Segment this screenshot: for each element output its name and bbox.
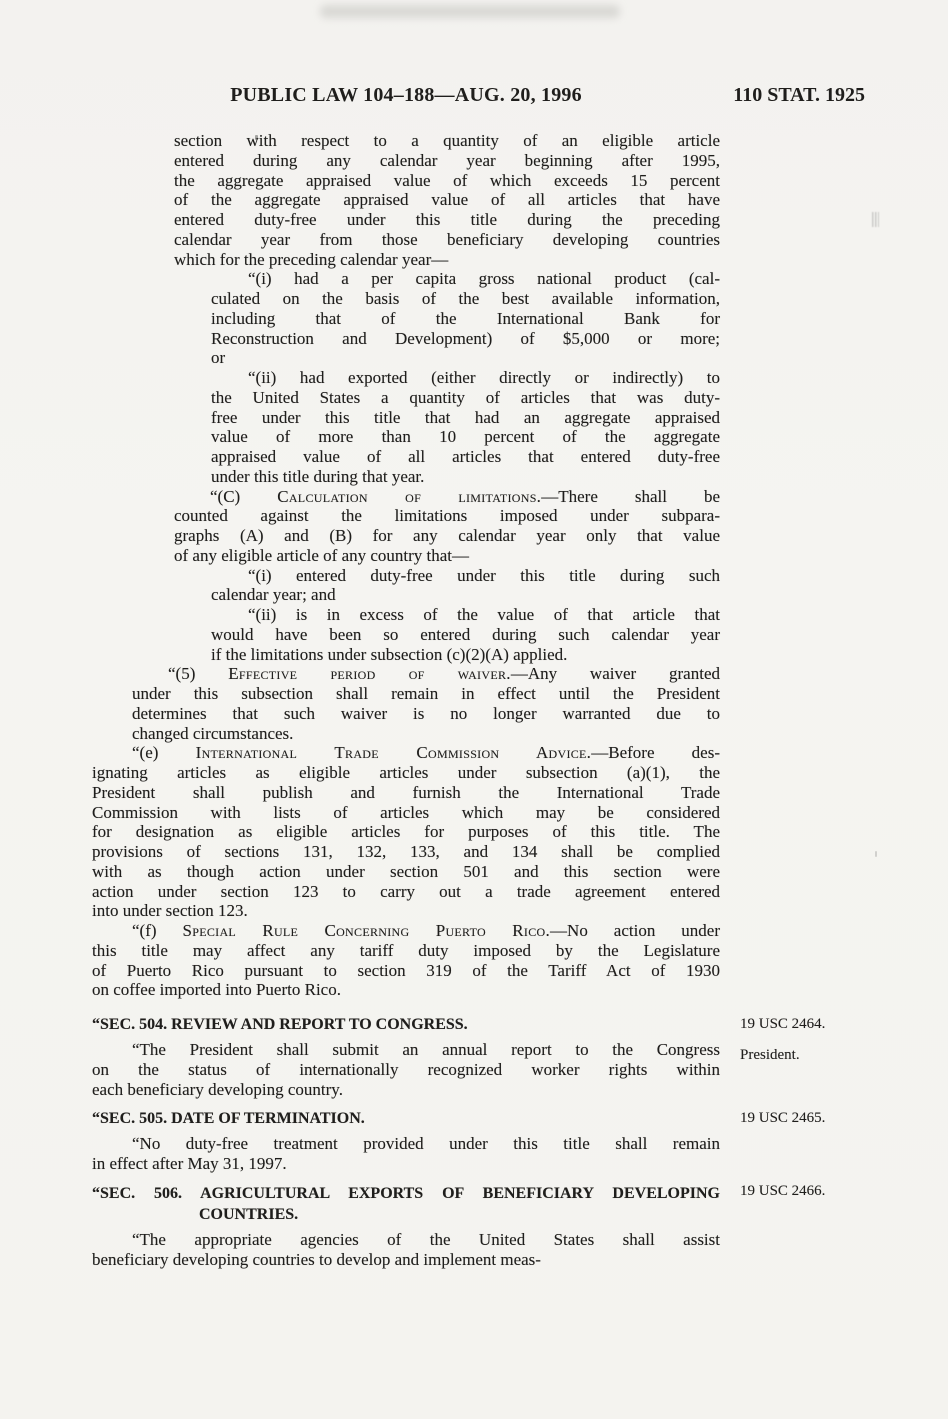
text-line: each beneficiary developing country. <box>92 1079 343 1099</box>
statute-subparagraph-C <box>174 487 720 566</box>
scan-speck-artifact <box>875 851 877 857</box>
text-line <box>92 921 720 941</box>
text-line: changed circumstances. <box>132 723 294 743</box>
text-line: “SEC. 506. AGRICULTURAL EXPORTS OF BENEFICIARY DEVELOPING <box>92 1184 720 1202</box>
section-504-text <box>92 1040 720 1099</box>
text-line: this title may affect any tariff duty imposed by the Legislature <box>92 940 720 960</box>
small-caps-run: Special Rule Concerning Puerto Rico. <box>182 921 551 940</box>
text-line: “(ii) is in excess of the value of that article that <box>248 605 720 624</box>
running-header-stat-citation: 110 STAT. 1925 <box>733 84 865 106</box>
text-line: “(ii) had exported (either directly or indirectly) to <box>248 368 720 387</box>
section-506-text <box>92 1230 720 1270</box>
text-run: “(C) <box>210 486 278 506</box>
text-line <box>92 743 720 763</box>
text-line: on the status of internationally recognized worker rights within <box>92 1059 720 1079</box>
text-line: of Puerto Rico pursuant to section 319 of the Tariff Act of 1930 <box>92 960 720 980</box>
text-run: —There shall be <box>541 486 720 506</box>
text-line: “SEC. 505. DATE OF TERMINATION. <box>92 1110 365 1128</box>
margin-note-usc-2466: 19 USC 2466. <box>740 1183 826 1199</box>
text-line: culated on the basis of the best available information, <box>211 289 720 308</box>
text-line: of any eligible article of any country that— <box>174 545 470 565</box>
running-header-law-citation: PUBLIC LAW 104–188—AUG. 20, 1996 <box>230 84 582 106</box>
text-line: of the aggregate appraised value of all articles that have <box>174 190 720 210</box>
text-line: “No duty-free treatment provided under this title shall remain <box>132 1134 720 1154</box>
text-line: into under section 123. <box>92 901 248 921</box>
section-heading-505 <box>92 1108 720 1129</box>
text-line: including that of the International Bank for <box>211 308 720 328</box>
statute-text-column <box>92 131 720 1269</box>
text-line: under this title during that year. <box>211 466 425 486</box>
text-line: appraised value of all articles that entered duty-free <box>211 447 720 466</box>
text-line: which for the preceding calendar year— <box>174 249 449 269</box>
text-run: “(5) <box>168 664 229 684</box>
scan-smudge-artifact <box>320 5 620 18</box>
text-run: “(f) <box>132 921 183 940</box>
text-line: ignating articles as eligible articles under subsection (a)(1), the <box>92 763 720 782</box>
text-line <box>132 664 720 684</box>
section-heading-504 <box>92 1014 720 1035</box>
section-505-text <box>92 1134 720 1174</box>
statute-paragraph-continuation <box>174 131 720 269</box>
text-line: calendar year; and <box>211 585 336 605</box>
text-line: the aggregate appraised value of which exceeds 15 percent <box>174 170 720 190</box>
text-line: the United States a quantity of articles that was duty- <box>211 387 720 407</box>
text-line: if the limitations under subsection (c)(2)(A) applied. <box>211 644 568 664</box>
scan-tick-artifact <box>872 212 879 227</box>
text-line: would have been so entered during such calendar year <box>211 624 720 644</box>
text-line: determines that such waiver is no longer warranted due to <box>132 703 720 723</box>
text-line: “(i) had a per capita gross national product (cal- <box>248 269 720 289</box>
statute-paragraph-5 <box>132 664 720 743</box>
text-line: beneficiary developing countries to develop and implement meas- <box>92 1249 541 1269</box>
text-run: —No action under <box>550 921 720 940</box>
statute-subsection-f <box>92 921 720 1000</box>
text-line: on coffee imported into Puerto Rico. <box>92 980 341 1000</box>
text-line <box>174 487 720 507</box>
text-run: “(e) <box>132 743 196 763</box>
statute-subsection-e <box>92 743 720 921</box>
small-caps-run: Effective period of waiver. <box>228 664 511 684</box>
statute-clause-ii <box>211 605 720 664</box>
text-line: Reconstruction and Development) of $5,000 or more; <box>211 328 720 348</box>
text-run: —Before des- <box>591 743 720 763</box>
text-line: action under section 123 to carry out a trade agreement entered <box>92 881 720 901</box>
text-line: section with respect to a quantity of an eligible article <box>174 131 720 150</box>
margin-note-president: President. <box>740 1047 800 1063</box>
text-line: provisions of sections 131, 132, 133, and 134 shall be complied <box>92 842 720 861</box>
text-line: “(i) entered duty-free under this title during such <box>248 565 720 585</box>
text-line: entered during any calendar year beginning after 1995, <box>174 150 720 170</box>
small-caps-run: Calculation of limitations. <box>277 486 542 506</box>
text-line: Commission with lists of articles which may be considered <box>92 802 720 822</box>
text-line: value of more than 10 percent of the aggregate <box>211 427 720 447</box>
text-run: —Any waiver granted <box>510 664 720 684</box>
text-line: “The appropriate agencies of the United States shall assist <box>132 1229 720 1249</box>
text-line: free under this title that had an aggregate appraised <box>211 407 720 427</box>
text-line: entered duty-free under this title during the preceding <box>174 210 720 229</box>
statute-clause-ii <box>211 368 720 487</box>
margin-note-usc-2464: 19 USC 2464. <box>740 1016 826 1032</box>
text-line: “SEC. 504. REVIEW AND REPORT TO CONGRESS. <box>92 1016 468 1033</box>
section-heading-506 <box>92 1183 720 1225</box>
text-line: under this subsection shall remain in effect until the President <box>132 684 720 703</box>
text-line: or <box>211 348 226 368</box>
text-line: in effect after May 31, 1997. <box>92 1154 287 1173</box>
margin-note-usc-2465: 19 USC 2465. <box>740 1110 826 1126</box>
text-line: President shall publish and furnish the International Trade <box>92 782 720 802</box>
statute-clause-i <box>211 269 720 368</box>
text-line: counted against the limitations imposed under subpara- <box>174 506 720 526</box>
small-caps-run: International Trade Commission Advice. <box>195 743 592 763</box>
statute-clause-i <box>211 566 720 606</box>
text-line: COUNTRIES. <box>199 1205 299 1223</box>
text-line: “The President shall submit an annual report to the Congress <box>132 1040 720 1059</box>
text-line: graphs (A) and (B) for any calendar year only that value <box>174 526 720 545</box>
text-line: for designation as eligible articles for purposes of this title. The <box>92 822 720 842</box>
text-line: with as though action under section 501 and this section were <box>92 861 720 881</box>
text-line: calendar year from those beneficiary developing countries <box>174 229 720 249</box>
